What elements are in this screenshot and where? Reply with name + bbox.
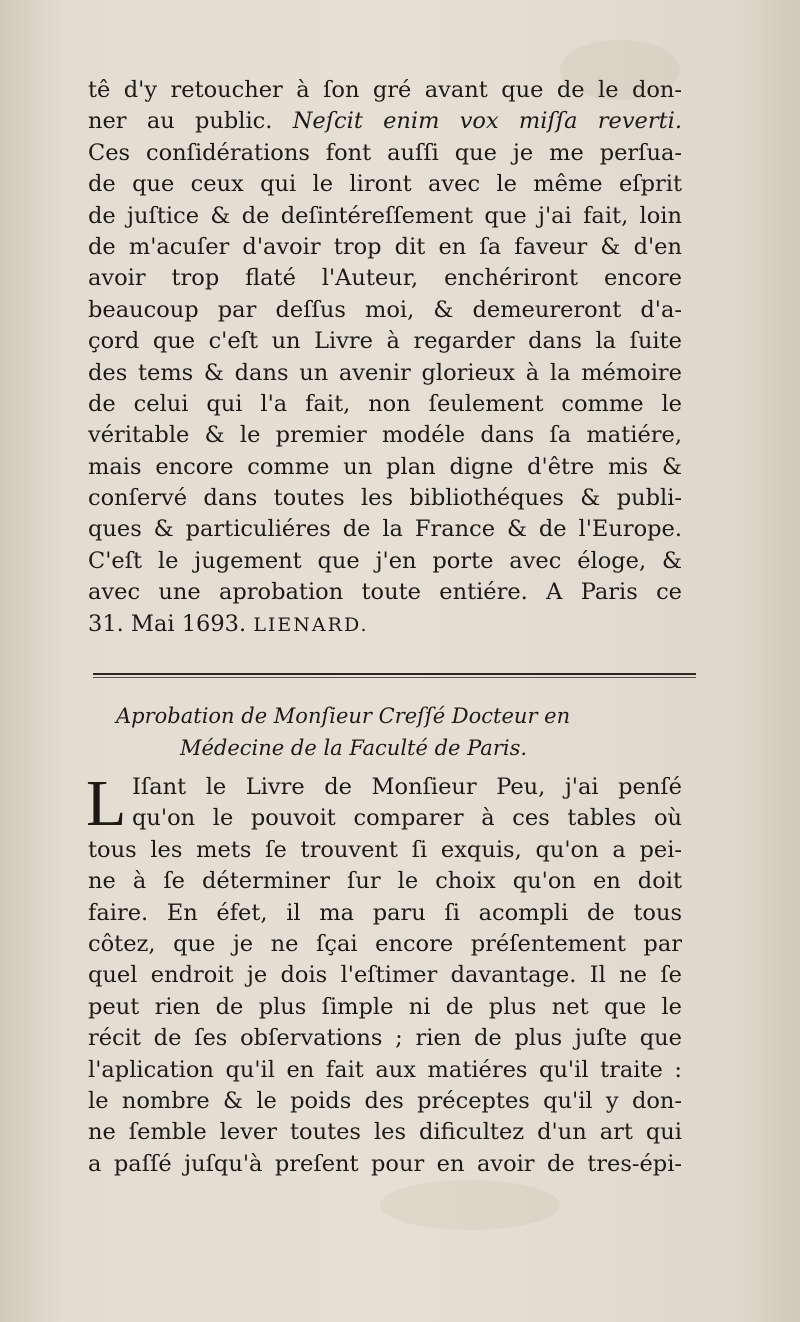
text-line: des tems & dans un avenir glorieux à la mémoire [88, 359, 682, 386]
text-line: peut rien de plus ſimple ni de plus net que le [88, 993, 682, 1020]
signature: LIENARD. [253, 613, 369, 636]
approbation-heading [88, 700, 708, 764]
section-divider [93, 673, 696, 675]
text-line: avec une aprobation toute entiére. A Paris ce [88, 579, 682, 606]
text-line: C'eſt le jugement que j'en porte avec éloge, & [88, 547, 682, 574]
paper-stain [380, 1180, 560, 1230]
text-line: avoir trop flaté l'Auteur, enchériront encore [88, 265, 682, 292]
heading-line: Aprobation de Monſieur Creſſé Docteur en [116, 704, 571, 728]
text-line: de celui qui l'a fait, non ſeulement comme le [88, 390, 682, 417]
text-line: tous les mets ſe trouvent ſi exquis, qu'on a pei- [88, 836, 682, 863]
text-line: véritable & le premier modéle dans ſa matiére, [88, 422, 682, 449]
text-line: mais encore comme un plan digne d'être mis & [88, 453, 682, 480]
text-line: de m'acuſer d'avoir trop dit en ſa faveur & d'en [88, 233, 682, 260]
latin-quote: Neſcit enim vox miſſa reverti. [292, 108, 682, 135]
text-line: faire. En éfet, il ma paru ſi acompli de tous [88, 899, 682, 926]
drop-cap: L [86, 767, 127, 840]
text-line: beaucoup par deſſus moi, & demeureront d'a- [88, 296, 682, 323]
approbation-cresse-text [86, 767, 682, 1180]
text-line-with-quote [88, 106, 682, 137]
text-line: ner au public. [88, 108, 273, 135]
heading-line: Médecine de la Faculté de Paris. [180, 736, 528, 760]
approbation-lienard-text [88, 75, 682, 640]
text-line: çord que c'eſt un Livre à regarder dans la ſuite [88, 328, 682, 355]
text-line: de que ceux qui le liront avec le même eſprit [88, 171, 682, 198]
text-line: qu'on le pouvoit comparer à ces tables où [132, 805, 682, 832]
text-line: l'aplication qu'il en fait aux matiéres qu'il traite : [88, 1056, 682, 1083]
text-line: Ces conſidérations font auſſi que je me perſua- [88, 139, 682, 166]
text-line: ques & particuliéres de la France & de l'Europe. [88, 516, 682, 543]
text-line: ne à ſe déterminer ſur le choix qu'on en doit [88, 868, 682, 895]
text-line: quel endroit je dois l'eſtimer davantage. Il ne ſe [88, 962, 682, 989]
text-line: Iſant le Livre de Monſieur Peu, j'ai penſé [132, 774, 682, 800]
text-line: récit de ſes obſervations ; rien de plus juſte que [88, 1025, 682, 1052]
text-line: côtez, que je ne ſçai encore préſentement par [88, 930, 682, 957]
text-line: conſervé dans toutes les bibliothéques & publi- [88, 485, 682, 512]
text-line: ne ſemble lever toutes les dificultez d'un art qui [88, 1119, 682, 1146]
date: 31. Mai 1693. [88, 610, 247, 637]
text-line: le nombre & le poids des préceptes qu'il y don- [88, 1087, 682, 1114]
text-line: a paſſé juſqu'à preſent pour en avoir de tres-épi- [88, 1150, 682, 1177]
section-divider-thin [93, 677, 696, 678]
text-line: de juſtice & de deſintéreſſement que j'ai fait, loin [88, 202, 682, 229]
date-signature-line [88, 609, 682, 640]
text-line: tê d'y retoucher à ſon gré avant que de le don- [88, 77, 682, 103]
